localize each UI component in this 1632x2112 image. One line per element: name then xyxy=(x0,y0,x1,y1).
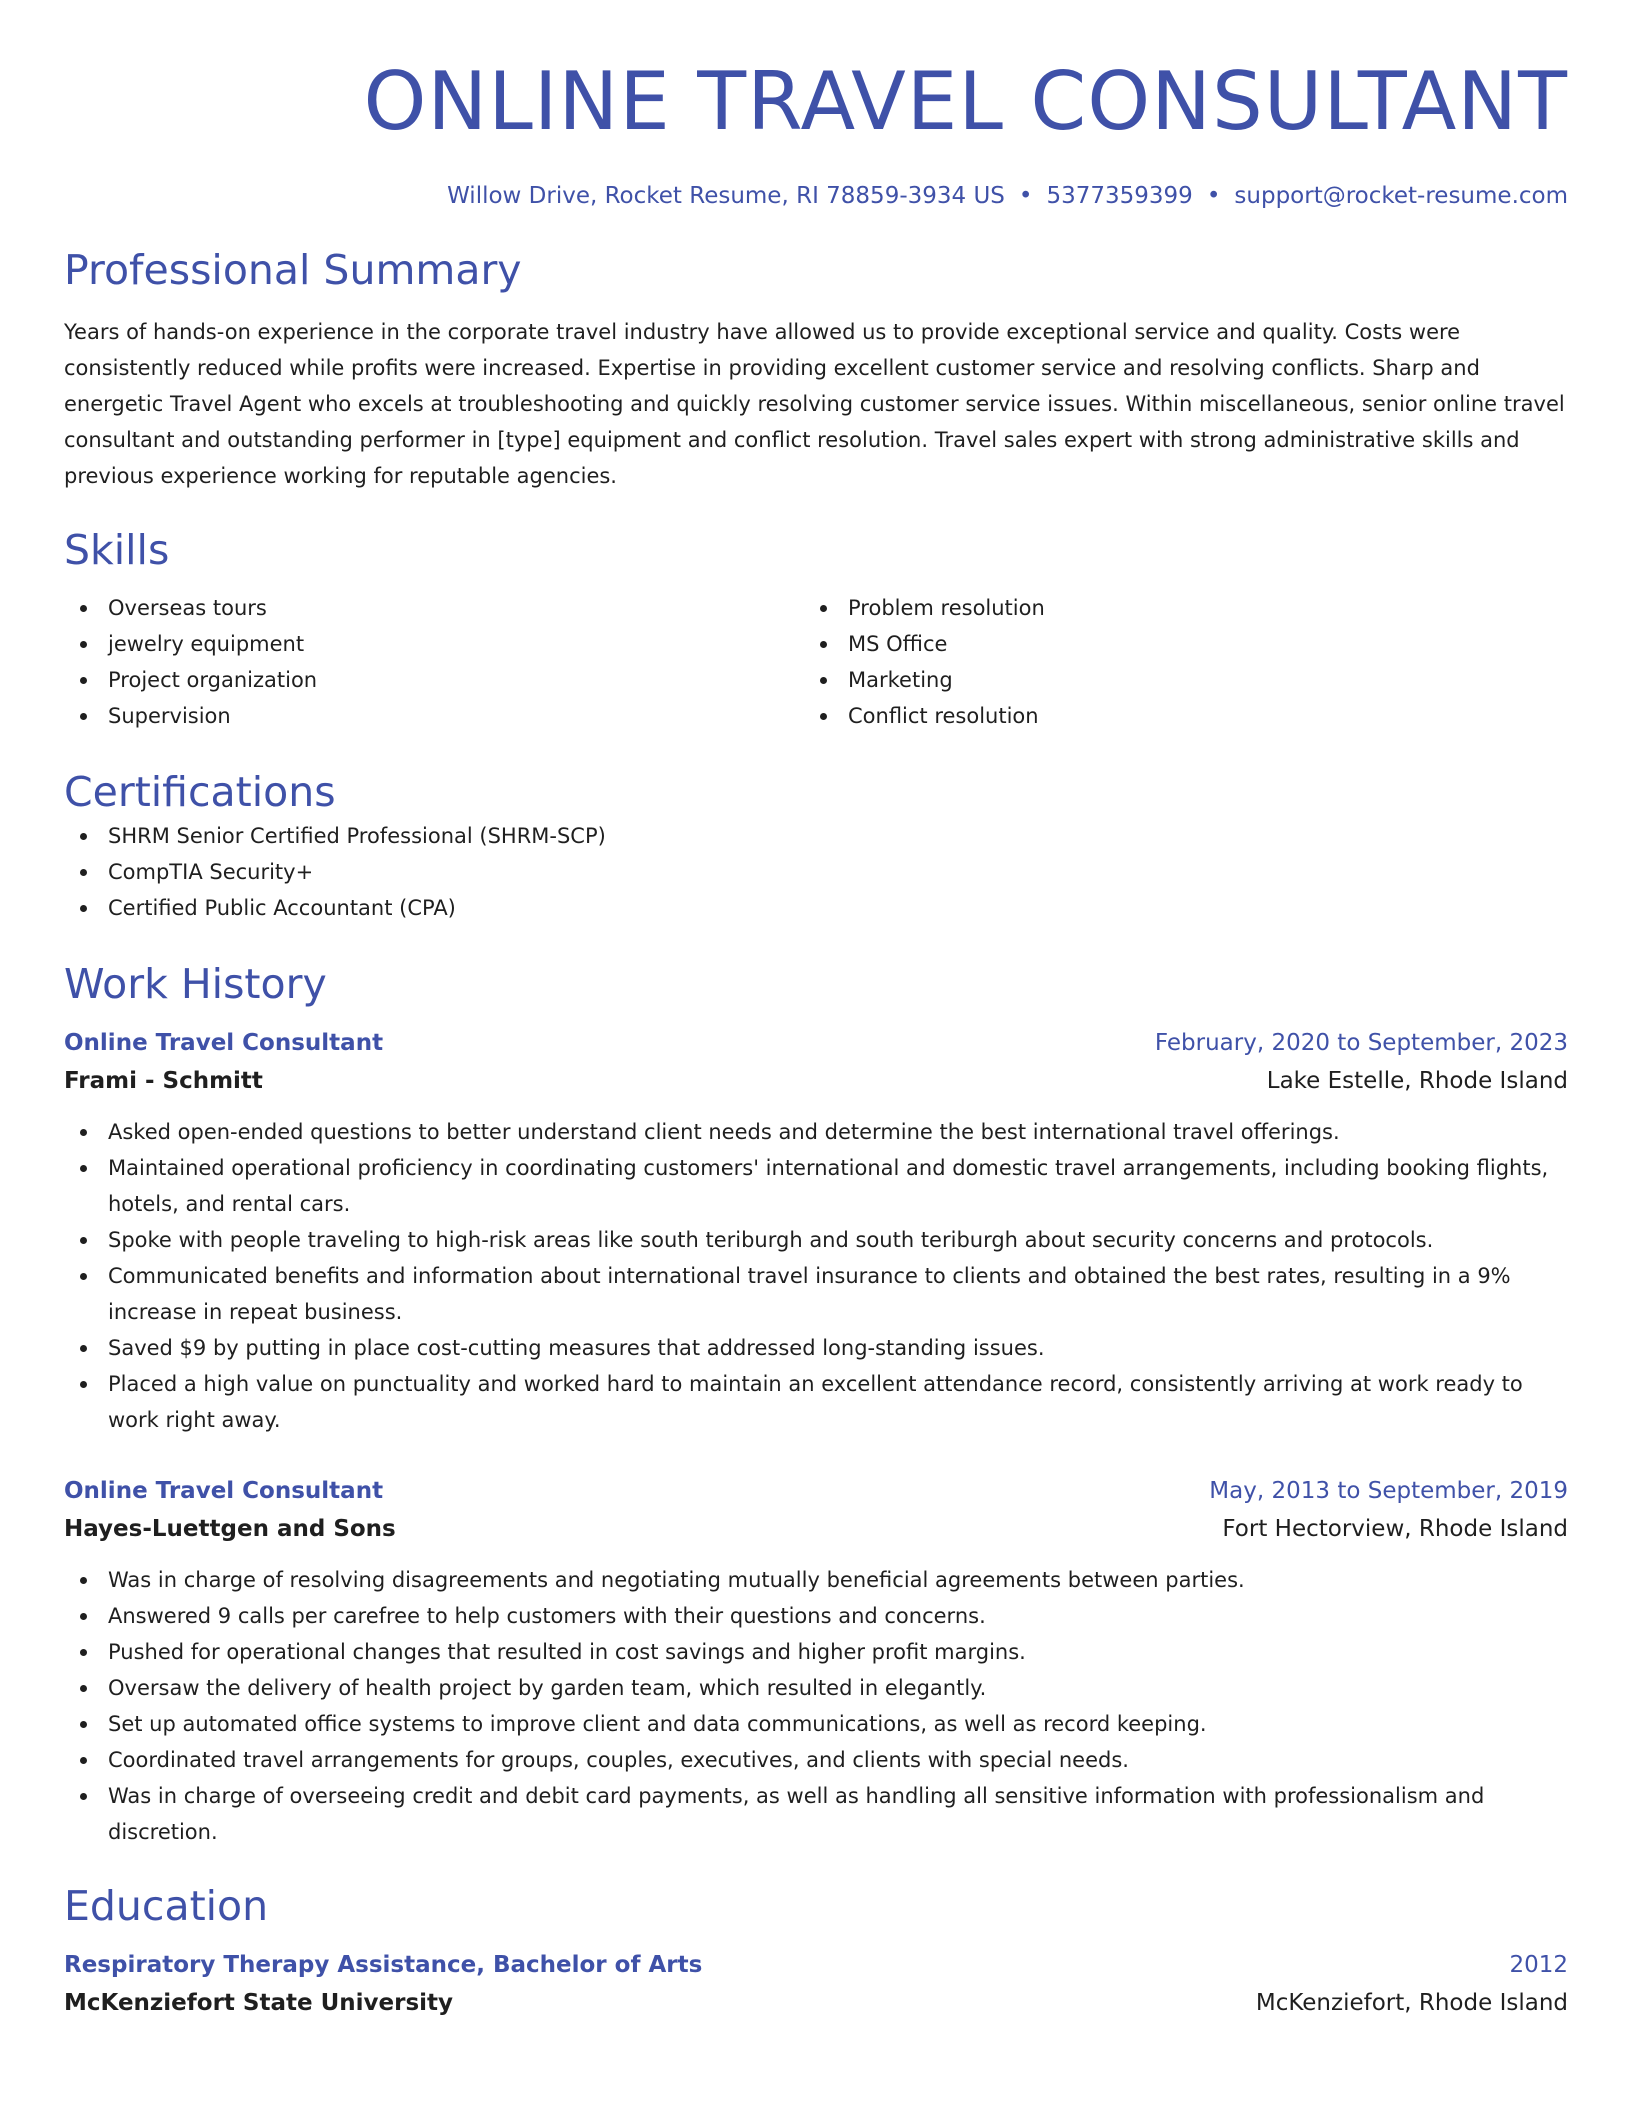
job-location: Lake Estelle, Rhode Island xyxy=(1266,1068,1568,1094)
summary-title: Professional Summary xyxy=(64,246,522,294)
job-header-row xyxy=(64,1472,1568,1510)
contact-separator: • xyxy=(1018,183,1033,209)
work-history-title: Work History xyxy=(64,960,327,1008)
certification-item: CompTIA Security+ xyxy=(64,854,1568,890)
job-header-row xyxy=(64,1024,1568,1062)
job-bullet: Saved $9 by putting in place cost-cutting measures that addressed long-standing issues. xyxy=(64,1330,1568,1366)
job-entry xyxy=(64,1024,1568,1438)
contact-phone: 5377359399 xyxy=(1046,183,1193,209)
summary-section xyxy=(64,244,1568,494)
education-school-row xyxy=(64,1984,1568,2022)
education-section xyxy=(64,1880,1568,2022)
skill-item: Supervision xyxy=(64,698,804,734)
job-bullet: Set up automated office systems to improve client and data communications, as well as record keeping. xyxy=(64,1706,1568,1742)
job-bullet: Asked open-ended questions to better understand client needs and determine the best international travel offerings. xyxy=(64,1114,1568,1150)
job-entry xyxy=(64,1472,1568,1850)
skills-column-left xyxy=(64,590,804,734)
skill-item: Project organization xyxy=(64,662,804,698)
job-dates: February, 2020 to September, 2023 xyxy=(1154,1030,1568,1056)
education-school: McKenziefort State University xyxy=(64,1990,454,2016)
job-bullet: Answered 9 calls per carefree to help customers with their questions and concerns. xyxy=(64,1598,1568,1634)
contact-separator: • xyxy=(1206,183,1221,209)
skills-list-right xyxy=(804,590,1544,734)
job-bullets xyxy=(64,1562,1568,1850)
job-bullet: Oversaw the delivery of health project by garden team, which resulted in elegantly. xyxy=(64,1670,1568,1706)
skill-item: MS Office xyxy=(804,626,1544,662)
skill-item: Marketing xyxy=(804,662,1544,698)
skills-section xyxy=(64,524,1568,734)
job-bullet: Was in charge of overseeing credit and debit card payments, as well as handling all sensitive information with professionalism and discretion. xyxy=(64,1778,1568,1850)
job-company: Frami - Schmitt xyxy=(64,1068,263,1094)
education-header-row xyxy=(64,1946,1568,1984)
education-entry xyxy=(64,1946,1568,2022)
certifications-section xyxy=(64,766,1568,926)
skills-grid xyxy=(64,590,1568,734)
job-bullet: Maintained operational proficiency in coordinating customers' international and domestic travel arrangements, including booking flights, hotels, and rental cars. xyxy=(64,1150,1568,1222)
job-bullets xyxy=(64,1114,1568,1438)
job-bullet: Communicated benefits and information about international travel insurance to clients and obtained the best rates, resulting in a 9% increase in repeat business. xyxy=(64,1258,1568,1330)
education-title: Education xyxy=(64,1882,269,1930)
contact-email: support@rocket-resume.com xyxy=(1234,183,1568,209)
education-year: 2012 xyxy=(1509,1952,1568,1978)
resume-header xyxy=(64,0,1568,212)
job-bullet: Coordinated travel arrangements for groups, couples, executives, and clients with special needs. xyxy=(64,1742,1568,1778)
skills-title: Skills xyxy=(64,526,170,574)
job-dates: May, 2013 to September, 2019 xyxy=(1209,1478,1568,1504)
job-bullet: Pushed for operational changes that resulted in cost savings and higher profit margins. xyxy=(64,1634,1568,1670)
contact-address: Willow Drive, Rocket Resume, RI 78859-3934 US xyxy=(447,183,1005,209)
certifications-list xyxy=(64,818,1568,926)
job-bullet: Was in charge of resolving disagreements and negotiating mutually beneficial agreements between parties. xyxy=(64,1562,1568,1598)
job-title: Online Travel Consultant xyxy=(64,1030,384,1056)
work-history-section xyxy=(64,958,1568,1850)
job-location: Fort Hectorview, Rhode Island xyxy=(1222,1516,1568,1542)
skill-item: Problem resolution xyxy=(804,590,1544,626)
certification-item: Certified Public Accountant (CPA) xyxy=(64,890,1568,926)
skill-item: jewelry equipment xyxy=(64,626,804,662)
certifications-title: Certifications xyxy=(64,768,336,816)
education-degree: Respiratory Therapy Assistance, Bachelor of Arts xyxy=(64,1952,703,1978)
resume-name: ONLINE TRAVEL CONSULTANT xyxy=(363,55,1568,148)
job-company-row xyxy=(64,1062,1568,1100)
certification-item: SHRM Senior Certified Professional (SHRM-SCP) xyxy=(64,818,1568,854)
job-company: Hayes-Luettgen and Sons xyxy=(64,1516,396,1542)
job-company-row xyxy=(64,1510,1568,1548)
education-location: McKenziefort, Rhode Island xyxy=(1255,1990,1568,2016)
skills-column-right xyxy=(804,590,1544,734)
summary-text: Years of hands-on experience in the corporate travel industry have allowed us to provide exceptional service and quality. Costs were consistently reduced while profits were increased. Expertise in providing excellent customer service and resolving conflicts. Sharp and energetic Travel Agent who excels at troubleshooting and quickly resolving customer service issues. Within miscellaneous, senior online travel consultant and outstanding performer in [type] equipment and conflict resolution. Travel sales expert with strong administrative skills and previous experience working for reputable agencies. xyxy=(64,320,1565,488)
skill-item: Overseas tours xyxy=(64,590,804,626)
contact-line xyxy=(64,180,1568,212)
job-bullet: Placed a high value on punctuality and worked hard to maintain an excellent attendance record, consistently arriving at work ready to work right away. xyxy=(64,1366,1568,1438)
skill-item: Conflict resolution xyxy=(804,698,1544,734)
job-title: Online Travel Consultant xyxy=(64,1478,384,1504)
skills-list-left xyxy=(64,590,804,734)
job-bullet: Spoke with people traveling to high-risk areas like south teriburgh and south teriburgh about security concerns and protocols. xyxy=(64,1222,1568,1258)
